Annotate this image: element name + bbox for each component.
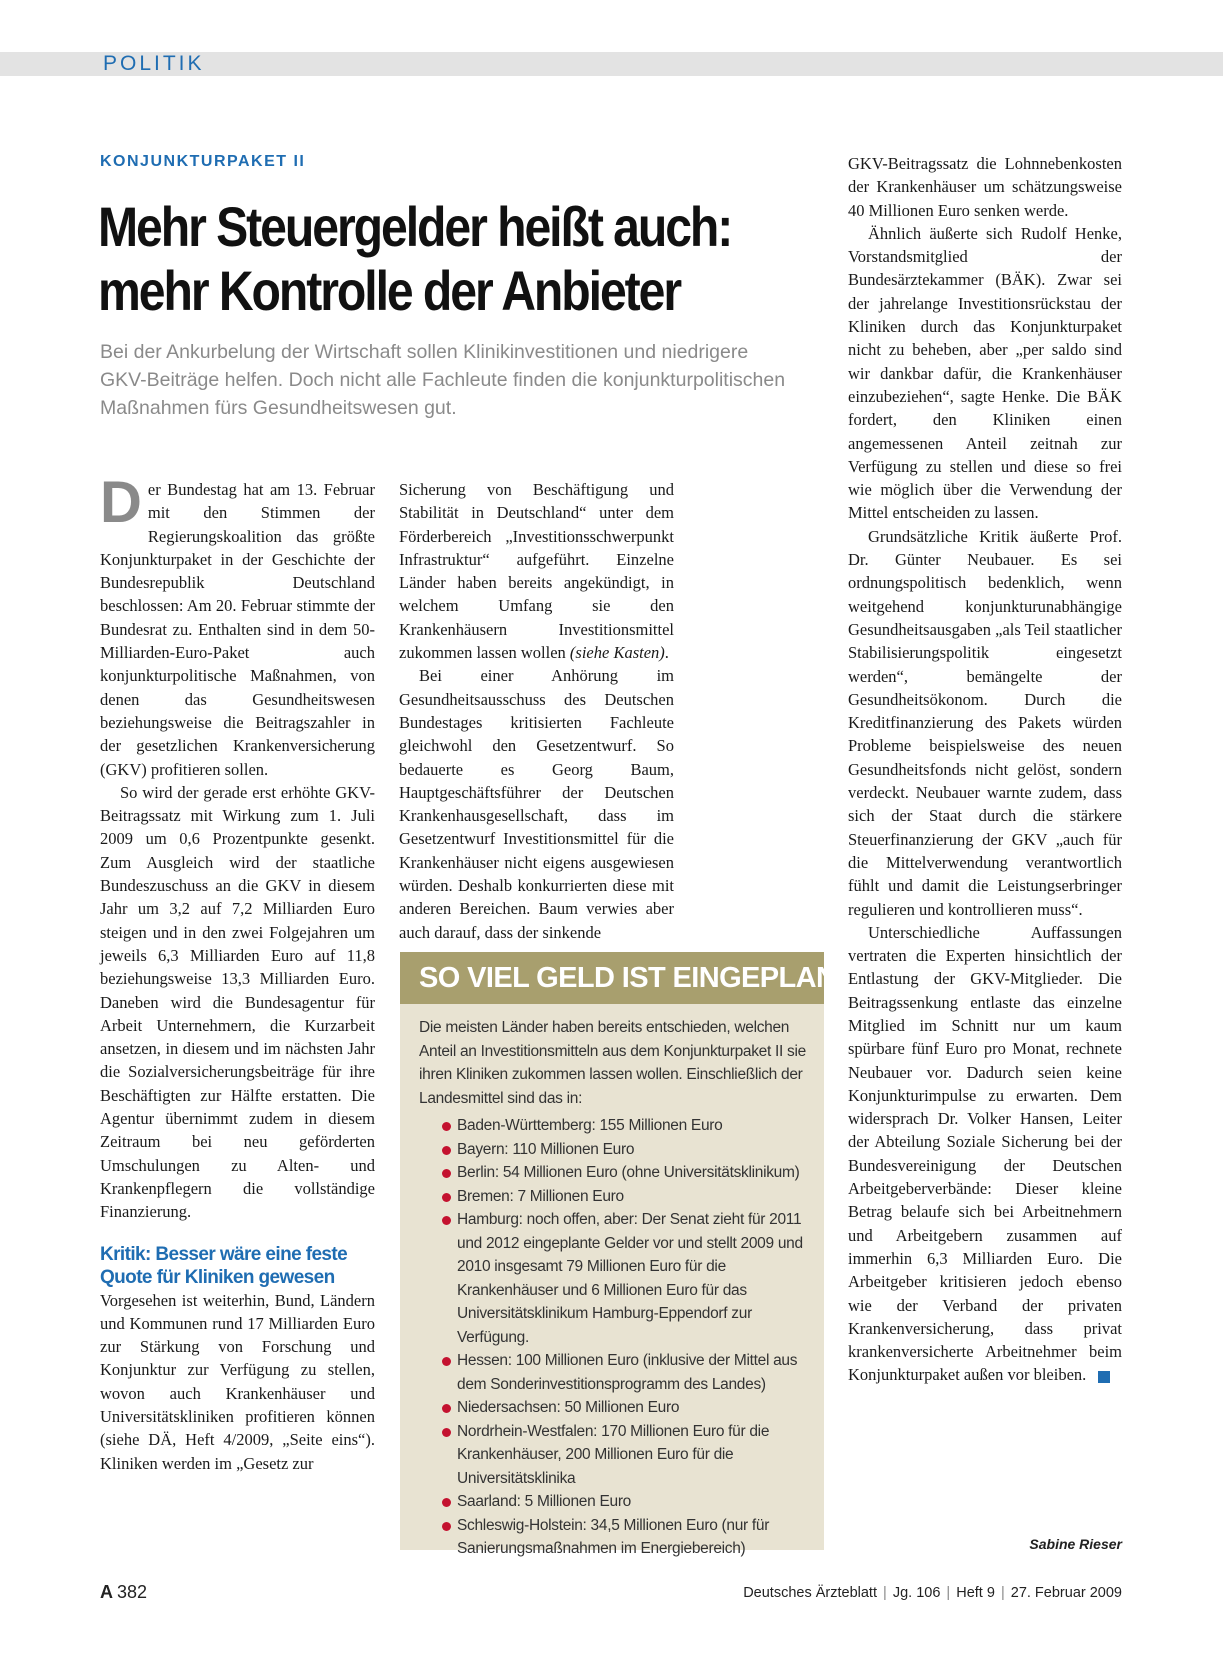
article-column-3 bbox=[848, 152, 1122, 1387]
headline-line-1: Mehr Steuergelder heißt auch: bbox=[98, 195, 732, 258]
info-box-body bbox=[400, 1004, 824, 1561]
list-item: Baden-Württemberg: 155 Millionen Euro bbox=[442, 1114, 806, 1138]
bullet-icon bbox=[442, 1428, 451, 1437]
article-column-2 bbox=[399, 478, 674, 944]
journal-date: 27. Februar 2009 bbox=[1010, 1585, 1122, 1601]
box-reference: (siehe Kasten) bbox=[569, 643, 665, 663]
info-box-list bbox=[419, 1114, 806, 1561]
journal-volume: Jg. 106 bbox=[892, 1585, 941, 1601]
article-headline bbox=[98, 195, 732, 323]
bullet-icon bbox=[442, 1193, 451, 1202]
bullet-icon bbox=[442, 1146, 451, 1155]
paragraph-4-part-1: Bei einer Anhörung im Gesundheitsausschuss des Deutschen Bundestages kritisierten Fachleute gleichwohl den Gesetzentwurf. So bedauerte es Georg Baum, Hauptgeschäftsführer der Deutschen Krankenhausgesellschaft, dass im Gesetzentwurf Investitionsmittel für die Krankenhäuser nicht eigens ausgewiesen würden. Deshalb konkurrierten diese mit anderen Bereichen. Baum verwies aber auch darauf, dass der sinkende bbox=[399, 666, 674, 942]
bullet-icon bbox=[442, 1522, 451, 1531]
drop-cap: D bbox=[100, 470, 142, 535]
bullet-icon bbox=[442, 1216, 451, 1225]
paragraph-1: Der Bundestag hat am 13. Februar mit den Stimmen der Regierungskoalition das größte Konjunkturpaket in der Geschichte der Bundesrepublik Deutschland beschlossen: Am 20. Februar stimmte der Bundesrat zu. Enthalten sind in dem 50-Milliarden-Euro-Paket auch konjunkturpolitische Maßnahmen, von denen das Gesundheitswesen beziehungsweise die Beitragszahler in der gesetzlichen Krankenversicherung (GKV) profitieren sollen. bbox=[100, 470, 375, 779]
section-label: POLITIK bbox=[103, 52, 205, 75]
list-item: Schleswig-Holstein: 34,5 Millionen Euro (nur für Sanierungsmaßnahmen im Energiebereich) bbox=[442, 1514, 806, 1561]
list-item: Hamburg: noch offen, aber: Der Senat zieht für 2011 und 2012 eingeplante Gelder vor und stellt 2009 und 2010 insgesamt 79 Millionen Euro für die Krankenhäuser und 6 Millionen Euro für das Universitätsklinikum Hamburg-Eppendorf zur Verfügung. bbox=[442, 1208, 806, 1349]
bullet-icon bbox=[442, 1498, 451, 1507]
list-item: Berlin: 54 Millionen Euro (ohne Universitätsklinikum) bbox=[442, 1161, 806, 1185]
info-box-intro: Die meisten Länder haben bereits entschieden, welchen Anteil an Investitionsmitteln aus dem Konjunkturpaket II sie ihren Kliniken zukommen lassen wollen. Einschließlich der Landesmittel sind das in: bbox=[419, 1019, 806, 1107]
author-byline: Sabine Rieser bbox=[1029, 1536, 1122, 1552]
info-box bbox=[400, 952, 854, 1557]
article-column-1 bbox=[100, 470, 375, 1475]
paragraph-2: So wird der gerade erst erhöhte GKV-Beitragssatz mit Wirkung zum 1. Juli 2009 um 0,6 Prozentpunkte gesenkt. Zum Ausgleich wird der staatliche Bundeszuschuss an die GKV in diesem Jahr um 3,2 auf 7,2 Milliarden Euro steigen und in den zwei Folgejahren um jeweils 6,3 Milliarden Euro auf 11,8 beziehungsweise 13,3 Milliarden Euro. Daneben wird die Bundesagentur für Arbeit Unternehmern, die Kurzarbeit ansetzen, in diesem und im nächsten Jahr die Sozialversicherungsbeiträge für ihre Beschäftigten zur Hälfte erstatten. Die Agentur übernimmt zudem in diesem Zeitraum bei neu geförderten Umschulungen zu Alten- und Krankenpflegern die vollständige Finanzierung. bbox=[100, 782, 375, 1222]
paragraph-3-part-1: Vorgesehen ist weiterhin, Bund, Ländern und Kommunen rund 17 Milliarden Euro zur Stärkung von Forschung und Konjunktur zur Verfügung zu stellen, wovon auch Krankenhäuser und Universitätskliniken profitieren können (siehe DÄ, Heft 4/2009, „Seite eins“). Kliniken werden im „Gesetz zur bbox=[100, 1290, 375, 1473]
info-box-title: SO VIEL GELD IST EINGEPLANT bbox=[400, 952, 824, 1004]
bullet-icon bbox=[442, 1169, 451, 1178]
bullet-icon bbox=[442, 1404, 451, 1413]
end-mark-icon bbox=[1098, 1371, 1110, 1383]
headline-line-2: mehr Kontrolle der Anbieter bbox=[98, 259, 681, 322]
list-item: Hessen: 100 Millionen Euro (inklusive der Mittel aus dem Sonderinvestitionsprogramm des Landes) bbox=[442, 1349, 806, 1396]
paragraph-4-part-2: GKV-Beitragssatz die Lohnnebenkosten der Krankenhäuser um schätzungsweise 40 Millionen Euro senken werde. bbox=[848, 154, 1122, 220]
page-number: A 382 bbox=[100, 1582, 148, 1602]
journal-footer: Deutsches Ärzteblatt | Jg. 106 | Heft 9 | 27. Februar 2009 bbox=[743, 1585, 1122, 1601]
journal-name: Deutsches Ärzteblatt bbox=[743, 1585, 877, 1601]
list-item: Saarland: 5 Millionen Euro bbox=[442, 1490, 806, 1514]
article-deck: Bei der Ankurbelung der Wirtschaft sollen Klinikinvestitionen und niedrigere GKV-Beiträge helfen. Doch nicht alle Fachleute finden die konjunkturpolitischen Maßnahmen fürs Gesundheitswesen gut. bbox=[100, 341, 786, 419]
list-item: Nordrhein-Westfalen: 170 Millionen Euro für die Krankenhäuser, 200 Millionen Euro für die Universitätsklinika bbox=[442, 1420, 806, 1491]
paragraph-7: Unterschiedliche Auffassungen vertraten die Experten hinsichtlich der Entlastung der GKV-Mitglieder. Die Beitragssenkung entlaste das einzelne Mitglied im Schnitt nur um kaum spürbare fünf Euro pro Monat, rechnete Neubauer vor. Dadurch seien keine Konjunkturimpulse zu erwarten. Dem widersprach Dr. Volker Hansen, Leiter der Abteilung Soziale Sicherung bei der Bundesvereinigung der Deutschen Arbeitgeberverbände: Dieser kleine Betrag belaufe sich bei Arbeitnehmern und Arbeitgebern zusammen auf immerhin 6,3 Milliarden Euro. Die Arbeitgeber kritisieren jedoch ebenso wie der Verband der privaten Krankenversicherung, dass privat krankenversicherte Arbeitnehmer beim Konjunkturpaket außen vor bleiben. bbox=[848, 922, 1122, 1385]
list-item: Bremen: 7 Millionen Euro bbox=[442, 1185, 806, 1209]
paragraph-3-part-2: Sicherung von Beschäftigung und Stabilität in Deutschland“ unter dem Förderbereich „Investitionsschwerpunkt Infrastruktur“ aufgeführt. Einzelne Länder haben bereits angekündigt, in welchem Umfang sie den Krankenhäusern Investitionsmittel zukommen lassen wollen (siehe Kasten). bbox=[399, 480, 674, 663]
paragraph-6: Grundsätzliche Kritik äußerte Prof. Dr. Günter Neubauer. Es sei ordnungspolitisch bedenklich, wenn weitgehend konjunkturunabhängige Gesundheitsausgaben „als Teil staatlicher Stabilisierungspolitik eingesetzt werden“, bemängelte der Gesundheitsökonom. Durch die Kreditfinanzierung des Pakets würden Probleme beispielsweise des neuen Gesundheitsfonds nicht gelöst, sondern verdeckt. Neubauer warnte zudem, dass sich der Staat durch die stärkere Steuerfinanzierung der GKV „auch für die Mittelverwendung verantwortlich fühlt und damit die Leistungserbringer regulieren und kontrollieren muss“. bbox=[848, 526, 1122, 919]
list-item: Niedersachsen: 50 Millionen Euro bbox=[442, 1396, 806, 1420]
article-kicker: KONJUNKTURPAKET II bbox=[100, 153, 306, 170]
article-subhead: Kritik: Besser wäre eine feste Quote für Kliniken gewesen bbox=[100, 1243, 348, 1288]
bullet-icon bbox=[442, 1357, 451, 1366]
journal-issue: Heft 9 bbox=[956, 1585, 995, 1601]
list-item: Bayern: 110 Millionen Euro bbox=[442, 1138, 806, 1162]
bullet-icon bbox=[442, 1122, 451, 1131]
paragraph-5: Ähnlich äußerte sich Rudolf Henke, Vorstandsmitglied der Bundesärztekammer (BÄK). Zwar sei der jahrelange Investitionsrückstau der Kliniken durch das Konjunkturpaket nicht zu beheben, aber „per saldo sind wir dankbar dafür, die Krankenhäuser einzubeziehen“, sagte Henke. Die BÄK fordert, den Kliniken einen angemessenen Anteil zeitnah zur Verfügung zu stellen und diese so frei wie möglich über die Verwendung der Mittel entscheiden zu lassen. bbox=[848, 223, 1122, 523]
